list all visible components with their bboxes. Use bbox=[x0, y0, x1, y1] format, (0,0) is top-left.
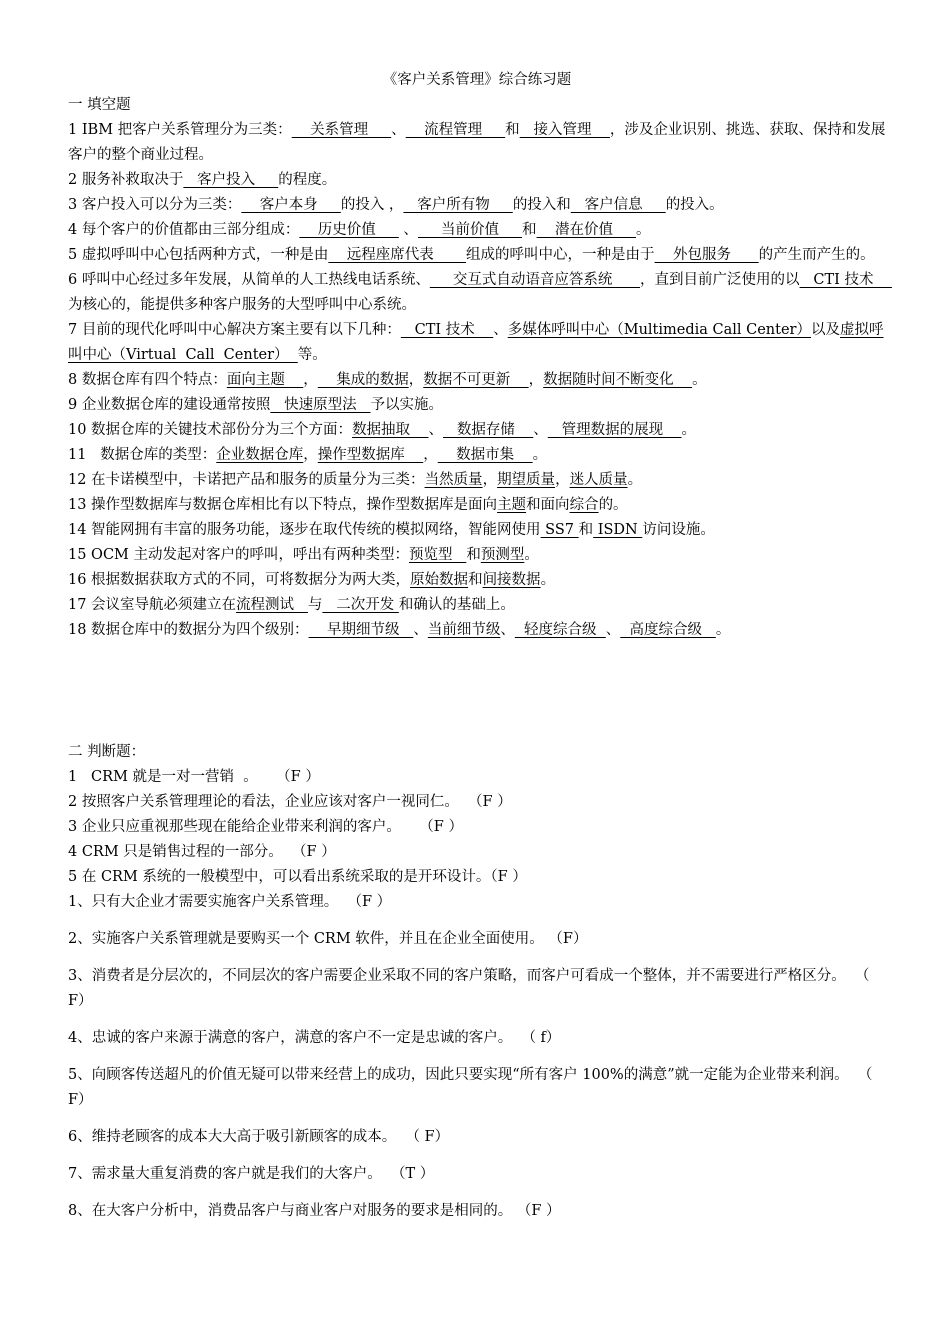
answer-blank: 多媒体呼叫中心（Multimedia Call Center） bbox=[507, 322, 811, 338]
answer-blank: 管理数据的展现 bbox=[547, 422, 682, 438]
answer-blank: 数据存储 bbox=[443, 422, 534, 438]
answer-blank: 接入管理 bbox=[519, 122, 610, 138]
section-true-false bbox=[68, 740, 886, 1224]
answer-blank: 间接数据 bbox=[482, 572, 541, 588]
question-text: ， bbox=[408, 372, 424, 388]
true-false-question: 1、只有大企业才需要实施客户关系管理。 （F ） bbox=[68, 894, 392, 910]
question-text: 。 bbox=[627, 472, 643, 488]
true-false-question: 2 按照客户关系管理理论的看法，企业应该对客户一视同仁。 （F ） bbox=[68, 794, 512, 810]
answer-blank: 期望质量 bbox=[497, 472, 556, 488]
question-text: 和 bbox=[505, 122, 520, 138]
answer-blank: 企业数据仓库 bbox=[216, 447, 304, 463]
answer-blank: 当然质量 bbox=[424, 472, 483, 488]
question-text: 13 操作型数据库与数据仓库相比有以下特点，操作型数据库是面向 bbox=[68, 497, 498, 513]
question-text: ， bbox=[423, 447, 438, 463]
true-false-question: 5 在 CRM 系统的一般模型中，可以看出系统采取的是开环设计。（F ） bbox=[68, 869, 527, 885]
question-text: 。 bbox=[524, 547, 539, 563]
fill-in-question bbox=[68, 568, 886, 593]
question-text: 和 bbox=[468, 572, 483, 588]
question-text: 、 bbox=[398, 222, 418, 238]
question-text: 6 呼叫中心经过多年发展，从简单的人工热线电话系统、 bbox=[68, 272, 430, 288]
question-text: 12 在卡诺模型中，卡诺把产品和服务的质量分为三类： bbox=[68, 472, 425, 488]
question-text: 和确认的基础上。 bbox=[398, 597, 515, 613]
true-false-question: 8、在大客户分析中，消费品客户与商业客户对服务的要求是相同的。 （F ） bbox=[68, 1203, 561, 1219]
answer-blank: 客户投入 bbox=[183, 172, 279, 188]
fill-in-question bbox=[68, 393, 886, 418]
question-text: 、 bbox=[493, 322, 508, 338]
question-text: 16 根据数据获取方式的不同，可将数据分为两大类， bbox=[68, 572, 411, 588]
fill-in-question bbox=[68, 618, 886, 643]
answer-blank: 预测型 bbox=[480, 547, 525, 563]
fill-in-question bbox=[68, 118, 886, 168]
section-spacer bbox=[68, 643, 886, 740]
answer-blank: 关系管理 bbox=[291, 122, 392, 138]
true-false-question: 4 CRM 只是销售过程的一部分。 （F ） bbox=[68, 844, 336, 860]
answer-blank: 当前细节级 bbox=[427, 622, 501, 638]
fill-in-question bbox=[68, 193, 886, 218]
question-text: 为核心的，能提供多种客户服务的大型呼叫中心系统。 bbox=[68, 297, 416, 313]
answer-blank: 数据市集 bbox=[437, 447, 533, 463]
answer-blank: 数据抽取 bbox=[352, 422, 429, 438]
answer-blank: 潜在价值 bbox=[536, 222, 637, 238]
question-text: 15 OCM 主动发起对客户的呼叫，呼出有两种类型： bbox=[68, 547, 409, 563]
fill-in-question bbox=[68, 243, 886, 268]
true-false-question: 3 企业只应重视那些现在能给企业带来利润的客户。 （F ） bbox=[68, 819, 463, 835]
question-text: 组成的呼叫中心，一种是由于 bbox=[466, 247, 655, 263]
question-text: 的投入 ， bbox=[340, 197, 404, 213]
question-text: ， bbox=[303, 447, 318, 463]
question-text: 和面向 bbox=[526, 497, 570, 513]
question-text: 的产生而产生的。 bbox=[758, 247, 875, 263]
fill-in-question bbox=[68, 418, 886, 443]
question-text: 的投入。 bbox=[665, 197, 724, 213]
answer-blank: ISDN bbox=[593, 522, 643, 538]
true-false-question: 2、实施客户关系管理就是要购买一个 CRM 软件，并且在企业全面使用。 （F） bbox=[68, 931, 588, 947]
answer-blank: 早期细节级 bbox=[308, 622, 414, 638]
question-text: 予以实施。 bbox=[370, 397, 443, 413]
question-text: 11 数据仓库的类型： bbox=[68, 447, 217, 463]
question-text: 。 bbox=[532, 447, 548, 463]
answer-blank: 集成的数据 bbox=[317, 372, 409, 388]
question-text: 4 每个客户的价值都由三部分组成： bbox=[68, 222, 300, 238]
question-text: 。 bbox=[540, 572, 556, 588]
answer-blank: 外包服务 bbox=[654, 247, 759, 263]
answer-blank: CTI 技术 bbox=[799, 272, 892, 288]
fill-in-question bbox=[68, 443, 886, 468]
question-text: ， bbox=[528, 372, 544, 388]
answer-blank: 交互式自动语音应答系统 bbox=[429, 272, 641, 288]
question-text: 和 bbox=[466, 547, 481, 563]
answer-blank: 虚拟呼叫中心（Virtual Call Center） bbox=[68, 322, 884, 363]
fill-in-question bbox=[68, 168, 886, 193]
fill-in-question bbox=[68, 468, 886, 493]
question-text: 2 服务补救取决于 bbox=[68, 172, 184, 188]
question-text: 5 虚拟呼叫中心包括两种方式，一种是由 bbox=[68, 247, 329, 263]
question-text: 7 目前的现代化呼叫中心解决方案主要有以下几种： bbox=[68, 322, 401, 338]
true-false-question: 4、忠诚的客户来源于满意的客户，满意的客户不一定是忠诚的客户。 （ f） bbox=[68, 1030, 561, 1046]
true-false-question: 7、需求量大重复消费的客户就是我们的大客户。 （T ） bbox=[68, 1166, 435, 1182]
question-text: 。 bbox=[715, 622, 731, 638]
fill-in-question bbox=[68, 593, 886, 618]
answer-blank: 预览型 bbox=[409, 547, 467, 563]
section-heading-true-false: 二 判断题： bbox=[68, 744, 146, 760]
answer-blank: 远程座席代表 bbox=[328, 247, 467, 263]
answer-blank: 流程管理 bbox=[405, 122, 506, 138]
answer-blank: 当前价值 bbox=[417, 222, 523, 238]
answer-blank: 高度综合级 bbox=[620, 622, 716, 638]
question-text: 。 bbox=[692, 372, 707, 388]
question-text: 的程度。 bbox=[278, 172, 337, 188]
fill-in-question bbox=[68, 268, 892, 318]
answer-blank: 历史价值 bbox=[299, 222, 399, 238]
question-text: ，直到目前广泛使用的以 bbox=[640, 272, 800, 288]
question-text: ， bbox=[303, 372, 318, 388]
fill-in-question bbox=[68, 543, 886, 568]
fill-in-question bbox=[68, 368, 886, 393]
question-text: ， bbox=[555, 472, 570, 488]
question-text: 和 bbox=[578, 522, 594, 538]
question-text: 1 IBM 把客户关系管理分为三类： bbox=[68, 122, 292, 138]
answer-blank: 数据不可更新 bbox=[423, 372, 529, 388]
question-text: 17 会议室导航必须建立在 bbox=[68, 597, 237, 613]
answer-blank: SS7 bbox=[540, 522, 579, 538]
answer-blank: 主题 bbox=[497, 497, 527, 513]
fill-in-question bbox=[68, 218, 886, 243]
question-text: 。 bbox=[636, 222, 651, 238]
answer-blank: 快速原型法 bbox=[270, 397, 371, 413]
question-text: 3 客户投入可以分为三类： bbox=[68, 197, 242, 213]
true-false-question: 1 CRM 就是一对一营销 。 （F ） bbox=[68, 769, 320, 785]
question-text: 与 bbox=[307, 597, 323, 613]
question-text: 9 企业数据仓库的建设通常按照 bbox=[68, 397, 271, 413]
true-false-question: 3、消费者是分层次的，不同层次的客户需要企业采取不同的客户策略，而客户可看成一个整体，并不需要进行严格区分。 （ F） bbox=[68, 968, 875, 1009]
question-text: 。 bbox=[681, 422, 697, 438]
question-text: 的。 bbox=[598, 497, 628, 513]
answer-blank: 客户本身 bbox=[241, 197, 341, 213]
question-text: 、 bbox=[428, 422, 443, 438]
true-false-question: 6、维持老顾客的成本大大高于吸引新顾客的成本。 （ F） bbox=[68, 1129, 450, 1145]
question-text: 18 数据仓库中的数据分为四个级别： bbox=[68, 622, 309, 638]
question-text: 8 数据仓库有四个特点： bbox=[68, 372, 227, 388]
answer-blank: 原始数据 bbox=[410, 572, 469, 588]
answer-blank: 综合 bbox=[569, 497, 599, 513]
true-false-question-list bbox=[68, 765, 886, 1224]
fill-in-question bbox=[68, 493, 886, 518]
question-text: 10 数据仓库的关键技术部份分为三个方面： bbox=[68, 422, 353, 438]
answer-blank: 迷人质量 bbox=[569, 472, 628, 488]
document-page bbox=[68, 68, 892, 1236]
answer-blank: 流程测试 bbox=[236, 597, 308, 613]
question-text: 等。 bbox=[297, 347, 327, 363]
question-text: 的投入和 bbox=[512, 197, 571, 213]
answer-blank: 数据随时间不断变化 bbox=[543, 372, 693, 388]
question-text: 和 bbox=[522, 222, 537, 238]
answer-blank: 客户所有物 bbox=[403, 197, 513, 213]
fill-in-question bbox=[68, 518, 886, 543]
true-false-question: 5、向顾客传送超凡的价值无疑可以带来经营上的成功，因此只要实现“所有客户 100%的满意”就一定能为企业带来利润。 （ F） bbox=[68, 1067, 877, 1108]
document-title: 《客户关系管理》综合练习题 bbox=[382, 72, 572, 88]
question-text: 、 bbox=[605, 622, 621, 638]
fill-in-question-list bbox=[68, 118, 892, 643]
section-heading-fill-in: 一 填空题 bbox=[68, 97, 131, 113]
question-text: 、 bbox=[413, 622, 428, 638]
answer-blank: CTI 技术 bbox=[400, 322, 494, 338]
answer-blank: 轻度综合级 bbox=[514, 622, 606, 638]
fill-in-question bbox=[68, 318, 886, 368]
question-text: 访问设施。 bbox=[642, 522, 715, 538]
answer-blank: 操作型数据库 bbox=[317, 447, 424, 463]
question-text: 以及 bbox=[811, 322, 840, 338]
answer-blank: 二次开发 bbox=[322, 597, 399, 613]
answer-blank: 客户信息 bbox=[570, 197, 666, 213]
section-fill-in-blanks bbox=[68, 93, 892, 643]
question-text: 、 bbox=[500, 622, 515, 638]
question-text: 、 bbox=[391, 122, 406, 138]
question-text: ， bbox=[482, 472, 498, 488]
question-text: ，涉及企业识别、挑选、获取、保持和发展客户的整个商业过程。 bbox=[68, 122, 886, 163]
question-text: 14 智能网拥有丰富的服务功能，逐步在取代传统的模拟网络，智能网使用 bbox=[68, 522, 541, 538]
answer-blank: 面向主题 bbox=[226, 372, 304, 388]
question-text: 、 bbox=[533, 422, 548, 438]
